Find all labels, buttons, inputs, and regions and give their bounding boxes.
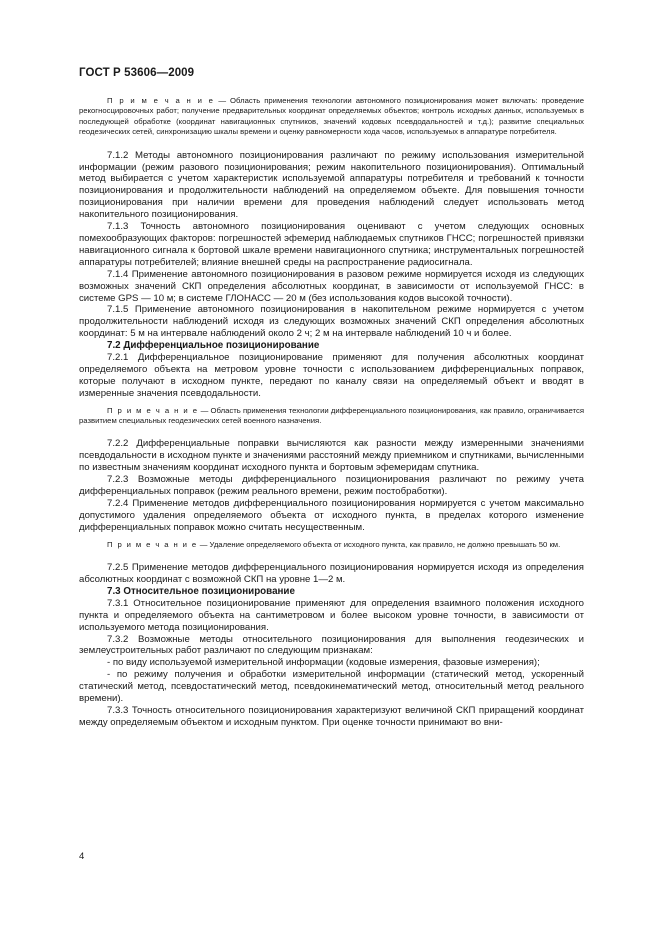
paragraph-7-2-3: 7.2.3 Возможные методы дифференциального позиционирования различают по режиму учета дифференциальных поправок (режим реального времени, режим постобработки). — [79, 474, 584, 498]
note-label: П р и м е ч а н и е — [107, 405, 199, 415]
paragraph-7-2-4: 7.2.4 Применение методов дифференциального позиционирования нормируется с учетом максимально допустимого удаления определяемого объекта от исходного пункта, в пределах которого изменение дифференциальных поправок можно считать несущественным. — [79, 498, 584, 533]
document-header: ГОСТ Р 53606—2009 — [79, 67, 195, 79]
paragraph-7-3-3: 7.3.3 Точность относительного позиционирования характеризуют величиной СКП приращений координат между определяемым объектом и исходным пунктом. При оценке точности принимают во вни- — [79, 705, 584, 728]
page-number: 4 — [79, 851, 85, 862]
note-text: — Удаление определяемого объекта от исходного пункта, как правило, не должно превышать 50 км. — [197, 539, 561, 549]
note-distance-limit — [79, 540, 584, 550]
document-body — [79, 96, 584, 729]
paragraph-7-1-3: 7.1.3 Точность автономного позиционирования оценивают с учетом следующих основных помехообразующих факторов: погрешностей эфемерид наблюдаемых спутников ГНСС; погрешностей привязки навигационного сигнала к бортовой шкале времени навигационного спутника; инструментальных погрешностей аппаратуры потребителей; влияние внешней среды на распространение радиосигнала. — [79, 221, 584, 268]
paragraph-7-2-2: 7.2.2 Дифференциальные поправки вычисляются как разности между измеренными значениями псевдодальности в исходном пункте и значениями расстояний между приемником и спутниками, вычисленными по известным значениям координат исходного пункта и бортовым эфемеридам спутника. — [79, 438, 584, 474]
list-item-measurement-type: - по виду используемой измерительной информации (кодовые измерения, фазовые измерения); — [107, 657, 540, 669]
section-heading-7-3: 7.3 Относительное позиционирование — [107, 585, 295, 597]
paragraph-7-2-5: 7.2.5 Применение методов дифференциального позиционирования нормируется исходя из определения абсолютных координат с возможной СКП на уровне 1—2 м. — [79, 562, 584, 586]
section-heading-7-2: 7.2 Дифференциальное позиционирование — [107, 340, 320, 352]
note-autonomous-scope — [79, 96, 584, 138]
note-text: — Область применения технологии дифференциального позиционирования, как правило, ограничивается развитием специальных геодезических сетей военного назначения. — [79, 405, 584, 426]
paragraph-7-1-2: 7.1.2 Методы автономного позиционирования различают по режиму использования измерительной информации (режим разового позиционирования; режим накопительного позиционирования). Оптимальный метод выбирается с учетом характеристик используемой аппаратуры потребителя и требований к точности позиционирования и продолжительности наблюдений на определяемом объекте. Для повышения точности позиционирования при наличии времени для проведения наблюдений следует использовать метод накопительного позиционирования. — [79, 149, 584, 221]
list-item-processing-mode: - по режиму получения и обработки измерительной информации (статический метод, ускоренный статический метод, псевдостатический метод, псевдокинематический метод, относительный метод реального времени). — [79, 669, 584, 705]
note-differential-scope — [79, 406, 584, 427]
paragraph-7-1-4: 7.1.4 Применение автономного позиционирования в разовом режиме нормируется исходя из следующих возможных значений СКП определения абсолютных координат, в зависимости от используемой ГНСС: в системе GPS — 10 м; в системе ГЛОНАСС — 20 м (без использования кодов высокой точности). — [79, 268, 584, 304]
note-label: П р и м е ч а н и е — [107, 539, 198, 549]
paragraph-7-3-1: 7.3.1 Относительное позиционирование применяют для определения взаимного положения исходного пункта и определяемого объекта на сантиметровом и более высоком уровне точности, в зависимости от используемого метода позиционирования. — [79, 597, 584, 633]
paragraph-7-1-5: 7.1.5 Применение автономного позиционирования в накопительном режиме нормируется с учетом продолжительности наблюдений исходя из следующих возможных значений СКП определения абсолютных координат: 5 м на интервале наблюдений около 2 ч; 2 м на интервале наблюдений 10 ч и более. — [79, 304, 584, 340]
paragraph-7-2-1: 7.2.1 Дифференциальное позиционирование применяют для получения абсолютных координат определяемого объекта на метровом уровне точности с использованием дифференциальных поправок, которые получают в исходном пункте, передают по каналу связи на определяемый объект и вводят в измеренные значения псевдодальности. — [79, 352, 584, 399]
paragraph-7-3-2: 7.3.2 Возможные методы относительного позиционирования для выполнения геодезических и землеустроительных работ различают по следующим признакам: — [79, 633, 584, 657]
note-label: П р и м е ч а н и е — [107, 96, 215, 105]
note-text: — Область применения технологии автономного позиционирования может включать: проведение рекогносцировочных работ; получение предварительных координат определяемых объектов; контроль исходных данных, используемых в последующей обработке (координат навигационных спутников, значений кодовых псевдодальностей и т.д.); развитие специальных геодезических сетей, синхронизацию шкалы времени и оценку равномерности хода часов, используемых в аппаратуре потребителя. — [79, 96, 584, 137]
